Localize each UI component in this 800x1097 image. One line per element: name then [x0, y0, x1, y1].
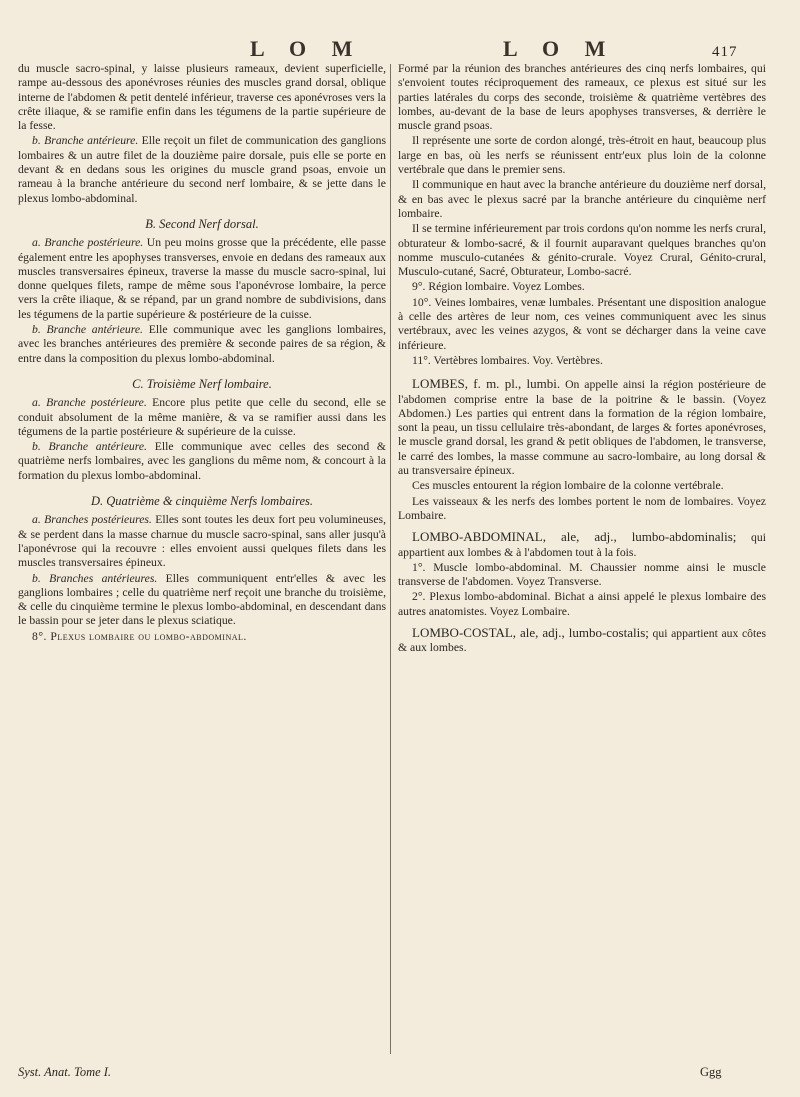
running-head-right: L O M [503, 36, 616, 61]
entry-headword: LOMBO-ABDOMINAL, ale, adj., lumbo-abdominalis; [412, 529, 737, 545]
paragraph-text: Elles sont toutes les deux fort peu volumineuses, & se perdent dans la masse charnue du muscle sacro-spinal, sans aller jusqu'à l'aponévrose qui la recouvre : elles envoient aussi quelques filets dans les muscles transversaires épineux. [18, 513, 386, 570]
paragraph: Il communique en haut avec la branche antérieure du douzième nerf dorsal, & en bas avec le plexus sacré par la branche antérieure du cinquième nerf lombaire. [398, 178, 766, 220]
paragraph [18, 572, 386, 629]
page-number: 417 [712, 44, 738, 60]
paragraph-text: Elle communique avec celles des second & quatrième nerfs lombaires, avec les ganglions du même nom, & concourt à la formation du plexus lombo-abdominal. [18, 440, 386, 482]
paragraph-text: Elle communique avec les ganglions lombaires, avec les branches antérieures des première & seconde paires de sa région, & entre dans la composition du plexus lombo-abdominal. [18, 323, 386, 365]
subhead: a. Branche postérieure. [32, 236, 144, 250]
section-heading: C. Troisième Nerf lombaire. [132, 376, 272, 391]
entry-text: qui appartient aux côtes & aux lombes. [398, 626, 766, 655]
entry-headword: LOMBES, f. m. pl., lumbi. [412, 376, 561, 392]
paragraph: 11°. Vertèbres lombaires. Voy. Vertèbres. [412, 353, 603, 367]
paragraph: 1°. Muscle lombo-abdominal. M. Chaussier nomme ainsi le muscle transverse de l'abdomen. Voyez Transverse. [398, 560, 766, 589]
paragraph [18, 236, 386, 322]
paragraph: Formé par la réunion des branches antérieures des cinq nerfs lombaires, qui s'envoient toutes réciproquement des rameaux, ce plexus est situé sur les parties latérales du corps des seconde, troisième & quatrième vertèbres des lombes, au-devant de la base de leurs apophyses transverses, & derrière le muscle grand psoas. [398, 62, 766, 133]
footer-signature: Syst. Anat. Tome I. [18, 1065, 112, 1079]
paragraph [18, 440, 386, 483]
left-column [18, 62, 386, 645]
subhead: b. Branches antérieures. [32, 571, 158, 585]
paragraph [18, 396, 386, 439]
running-head-left: L O M [250, 36, 363, 61]
section-heading: D. Quatrième & cinquième Nerfs lombaires. [90, 494, 314, 509]
right-column [398, 62, 766, 657]
footer-gathering-mark: Ggg [700, 1065, 722, 1079]
paragraph: 8°. Plexus lombaire ou lombo-abdominal. [32, 629, 247, 643]
dictionary-entry [398, 530, 766, 560]
paragraph: du muscle sacro-spinal, y laisse plusieurs rameaux, devient superficielle, rampe au-dessous des aponévroses réunies des muscles grand dorsal, oblique interne de l'abdomen & petit dentelé inférieur, traverse ces aponévroses vers la crête iliaque, & se ramifie enfin dans les tégumens de la partie supérieure de la fesse. [18, 62, 386, 133]
paragraph-text: Encore plus petite que celle du second, elle se conduit absolument de la même manière, & va se ramifier aussi dans les tégumens de la partie postérieure & supérieure de la cuisse. [18, 396, 386, 438]
column-divider [390, 64, 391, 1054]
paragraph: Il représente une sorte de cordon alongé, très-étroit en haut, beaucoup plus large en bas, où les nerfs se réunissent entr'eux plus loin de la colonne vertébrale que dans le premier sens. [398, 134, 766, 177]
paragraph-text: Un peu moins grosse que la précédente, elle passe également entre les apophyses transverses, envoie en dedans des rameaux aux muscles transversaires épineux, traverse la masse du muscle sacro-spinal, lui donne quelques filets, rampe de même sous l'aponévrose lombaire, la perce vers la crête iliaque, & se répand, par un grand nombre de subdivisions, dans les tégumens de la partie supérieure & postérieure de la cuisse. [18, 236, 386, 321]
dictionary-entry [398, 626, 766, 656]
paragraph: 10°. Veines lombaires, venæ lumbales. Présentant une disposition analogue à celle des artères de leur nom, ces veines communiquent avec les sinus vertébraux, avec les veines azygos, & vont se décharger dans la veine cave inférieure. [398, 295, 766, 352]
entry-text: qui appartient aux lombes & à l'abdomen tout à la fois. [398, 531, 766, 559]
section-heading: B. Second Nerf dorsal. [145, 216, 259, 231]
subhead: b. Branche antérieure. [32, 134, 139, 148]
paragraph: Il se termine inférieurement par trois cordons qu'on nomme les nerfs crural, obturateur & lombo-sacré, & il fournit auparavant quelques branches qu'on nomme musculo-cutanées & génito-crurale. Voyez Crural, Génito-crural, Musculo-cutané, Sacré, Obturateur, Lombo-sacré. [398, 222, 766, 279]
paragraph [18, 323, 386, 366]
subhead: a. Branche postérieure. [32, 396, 147, 410]
paragraph [18, 513, 386, 570]
subhead: b. Branche antérieure. [32, 440, 147, 454]
entry-headword: LOMBO-COSTAL, ale, adj., lumbo-costalis; [412, 624, 649, 640]
paragraph: Ces muscles entourent la région lombaire de la colonne vertébrale. [412, 479, 724, 493]
paragraph-text: Elle reçoit un filet de communication des ganglions lombaires & un autre filet de la douzième paire dorsale, puis elle se porte en devant & en dedans sous les origines du muscle grand psoas, envoie un rameau à la branche antérieure du second nerf lombaire, & se jette dans le plexus lombo-abdominal. [18, 134, 386, 205]
paragraph: Les vaisseaux & les nerfs des lombes portent le nom de lombaires. Voyez Lombaire. [398, 494, 766, 522]
paragraph: 9°. Région lombaire. Voyez Lombes. [412, 280, 585, 294]
subhead: b. Branche antérieure. [32, 323, 143, 337]
dictionary-entry [398, 377, 766, 478]
paragraph [18, 134, 386, 205]
entry-text: On appelle ainsi la région postérieure de l'abdomen comprise entre la base de la poitrine & le bassin. (Voyez Abdomen.) Les parties qui entrent dans la formation de la région lombaire, sont la peau, un tissu cellulaire très-abondant, de larges & fortes aponévroses, le muscle grand dorsal, les grand & petit obliques de l'abdomen, le transverse, le carré des lombes, la masse commune au sacro-lombaire, au long dorsal & au transversaire épineux. [398, 378, 766, 478]
paragraph-text: Elles communiquent entr'elles & avec les ganglions lombaires ; celle du quatrième nerf reçoit une branche du troisième, & celle du cinquième termine le plexus lombo-abdominal, en descendant dans le bassin pour se jeter dans le plexus sciatique. [18, 571, 386, 628]
paragraph: 2°. Plexus lombo-abdominal. Bichat a ainsi appelé le plexus lombaire des autres anatomistes. Voyez Lombaire. [398, 590, 766, 618]
subhead: a. Branches postérieures. [32, 513, 152, 527]
